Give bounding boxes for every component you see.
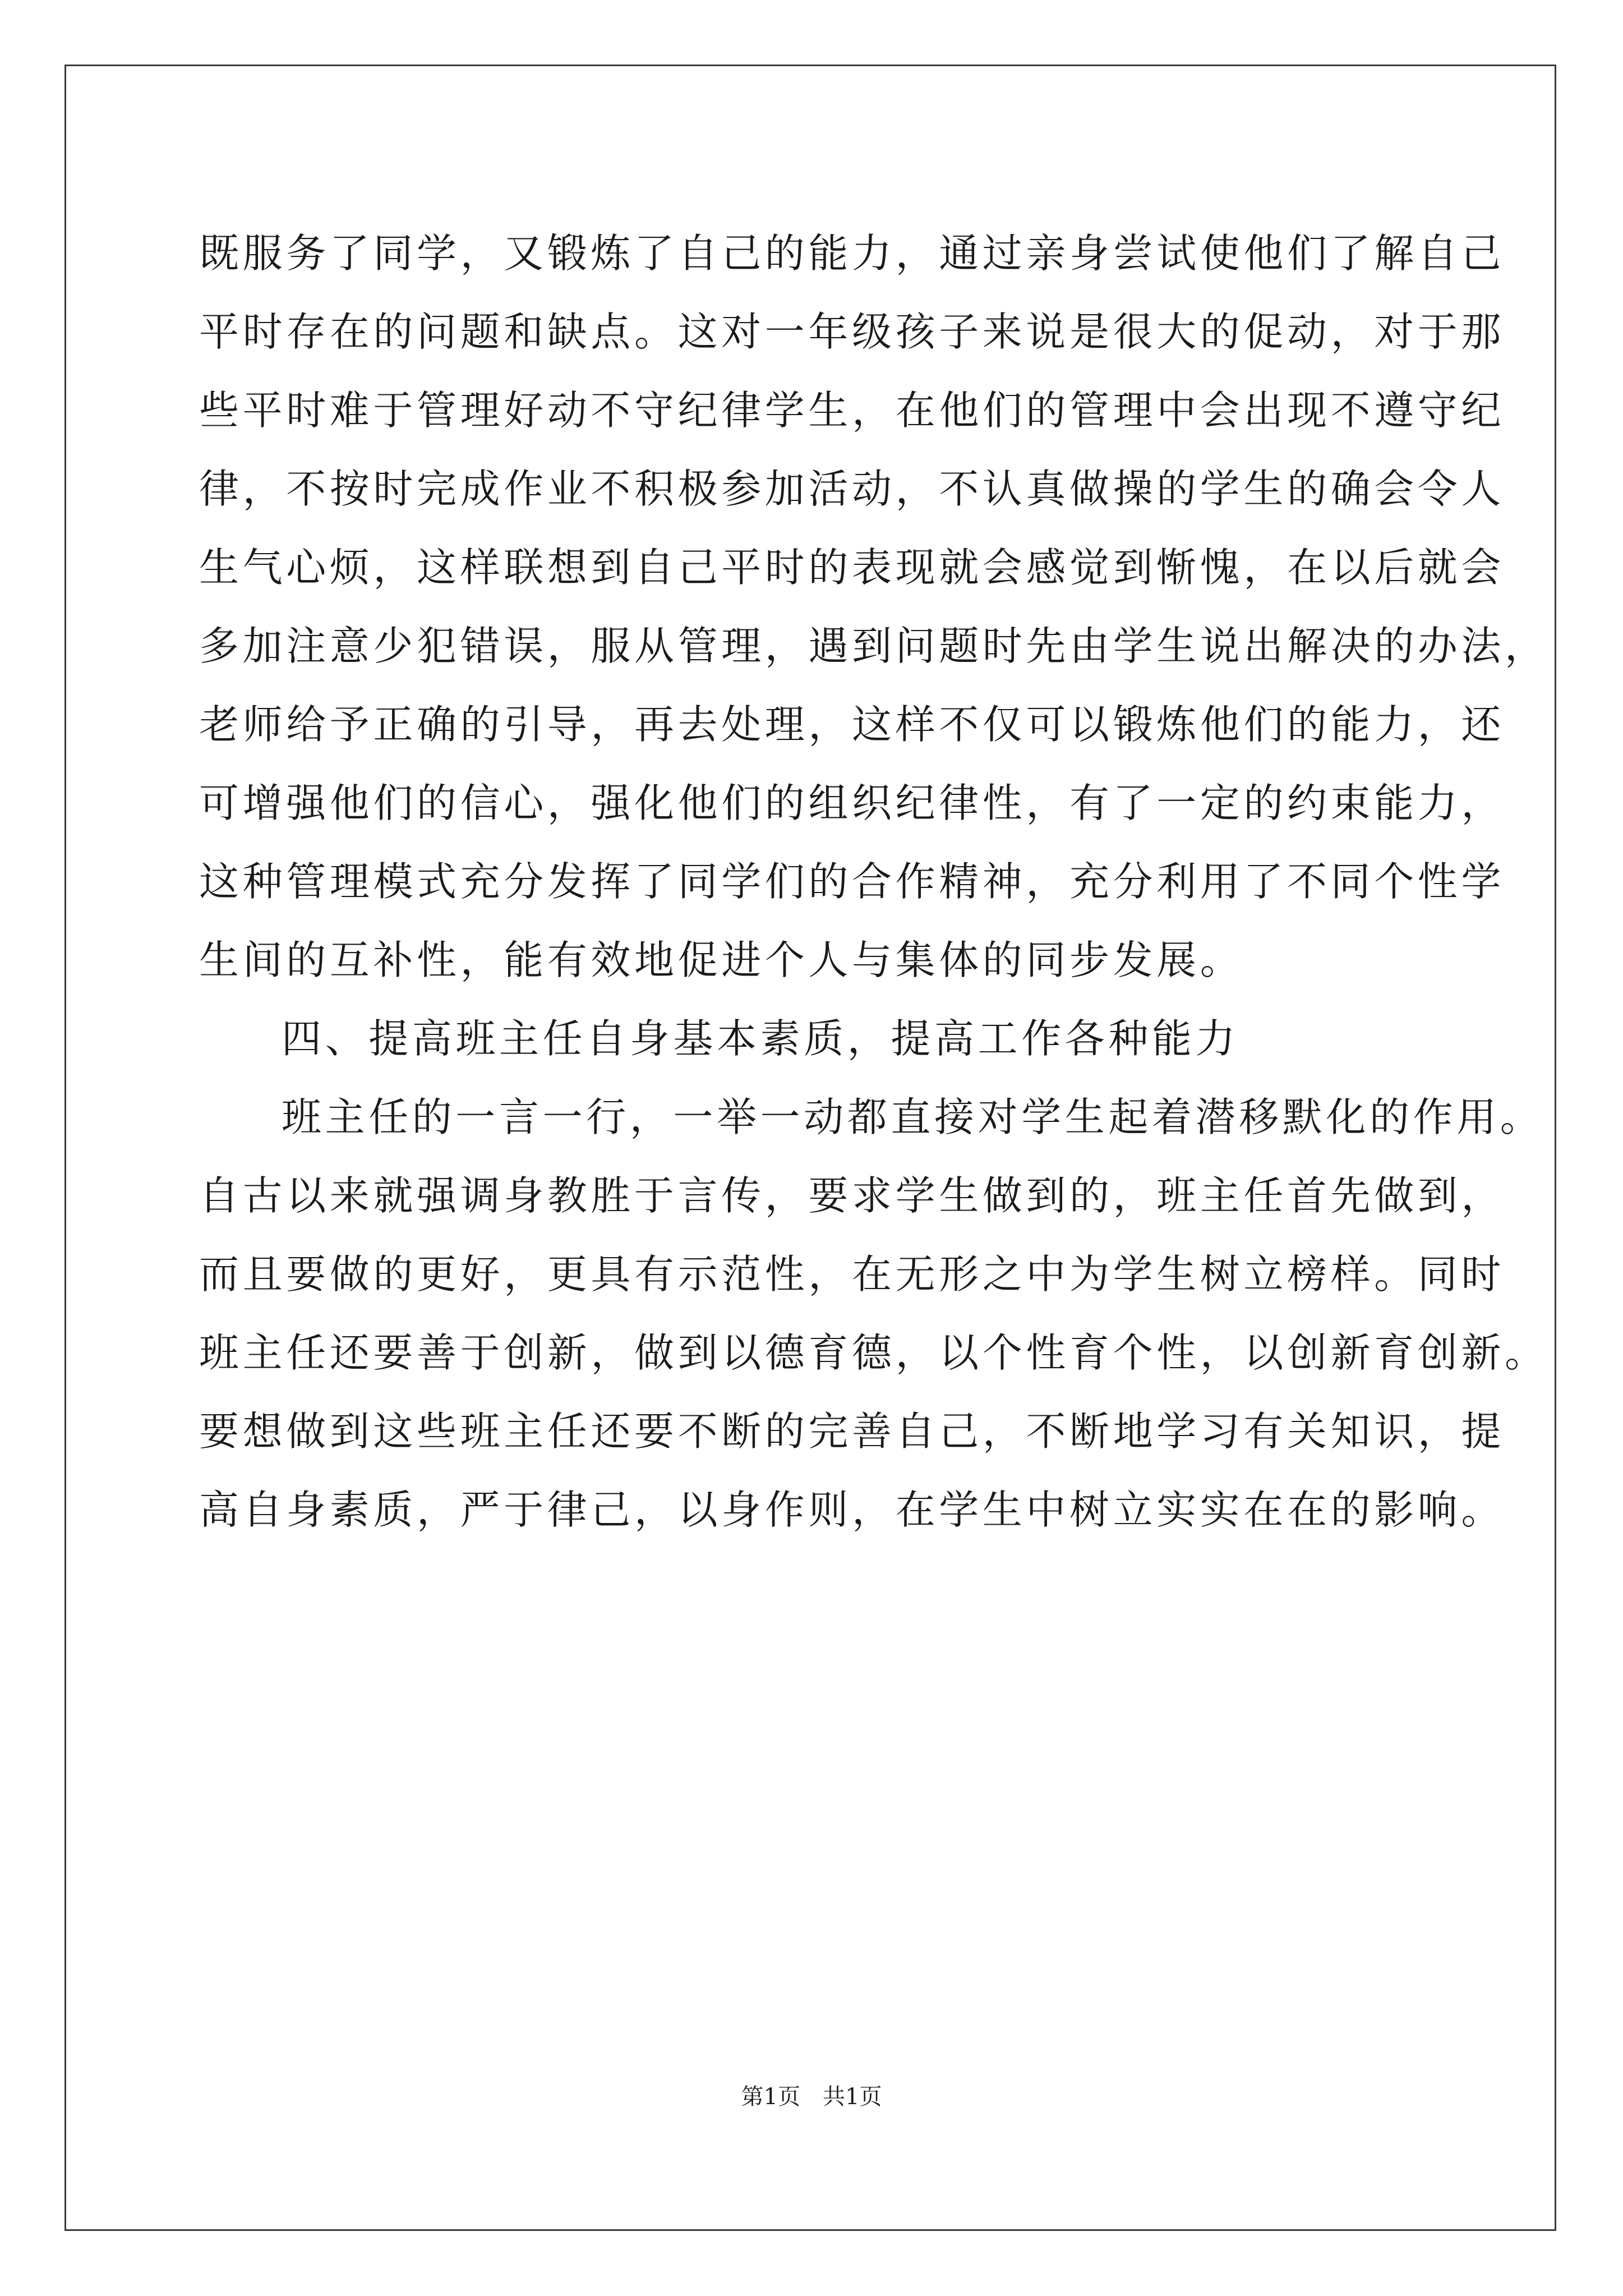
page-number: 第1页 共1页 xyxy=(741,2084,882,2110)
paragraph-line: 生气心烦，这样联想到自己平时的表现就会感觉到惭愧，在以后就会 xyxy=(199,544,1505,591)
paragraph-line: 老师给予正确的引导，再去处理，这样不仅可以锻炼他们的能力，还 xyxy=(199,701,1505,748)
paragraph-line: 要想做到这些班主任还要不断的完善自己，不断地学习有关知识，提 xyxy=(199,1408,1505,1455)
paragraph-line: 生间的互补性，能有效地促进个人与集体的同步发展。 xyxy=(199,937,1244,983)
paragraph-line: 些平时难于管理好动不守纪律学生，在他们的管理中会出现不遵守纪 xyxy=(199,387,1505,434)
paragraph-line: 多加注意少犯错误，服从管理，遇到问题时先由学生说出解决的办法， xyxy=(199,623,1548,669)
paragraph-line: 可增强他们的信心，强化他们的组织纪律性，有了一定的约束能力， xyxy=(199,780,1505,826)
paragraph-line: 班主任还要善于创新，做到以德育德，以个性育个性，以创新育创新。 xyxy=(199,1329,1548,1376)
paragraph-line: 这种管理模式充分发挥了同学们的合作精神，充分利用了不同个性学 xyxy=(199,858,1505,905)
section-heading: 四、提高班主任自身基本素质，提高工作各种能力 xyxy=(282,1015,1239,1062)
paragraph-line: 律，不按时完成作业不积极参加活动，不认真做操的学生的确会令人 xyxy=(199,466,1505,512)
paragraph-line: 自古以来就强调身教胜于言传，要求学生做到的，班主任首先做到， xyxy=(199,1172,1505,1219)
paragraph-line: 班主任的一言一行，一举一动都直接对学生起着潜移默化的作用。 xyxy=(282,1094,1544,1140)
paragraph-line: 高自身素质，严于律己，以身作则，在学生中树立实实在在的影响。 xyxy=(199,1487,1505,1533)
paragraph-line: 而且要做的更好，更具有示范性，在无形之中为学生树立榜样。同时 xyxy=(199,1251,1505,1297)
paragraph-line: 平时存在的问题和缺点。这对一年级孩子来说是很大的促动，对于那 xyxy=(199,309,1505,355)
paragraph-line: 既服务了同学，又锻炼了自己的能力，通过亲身尝试使他们了解自己 xyxy=(199,230,1505,277)
